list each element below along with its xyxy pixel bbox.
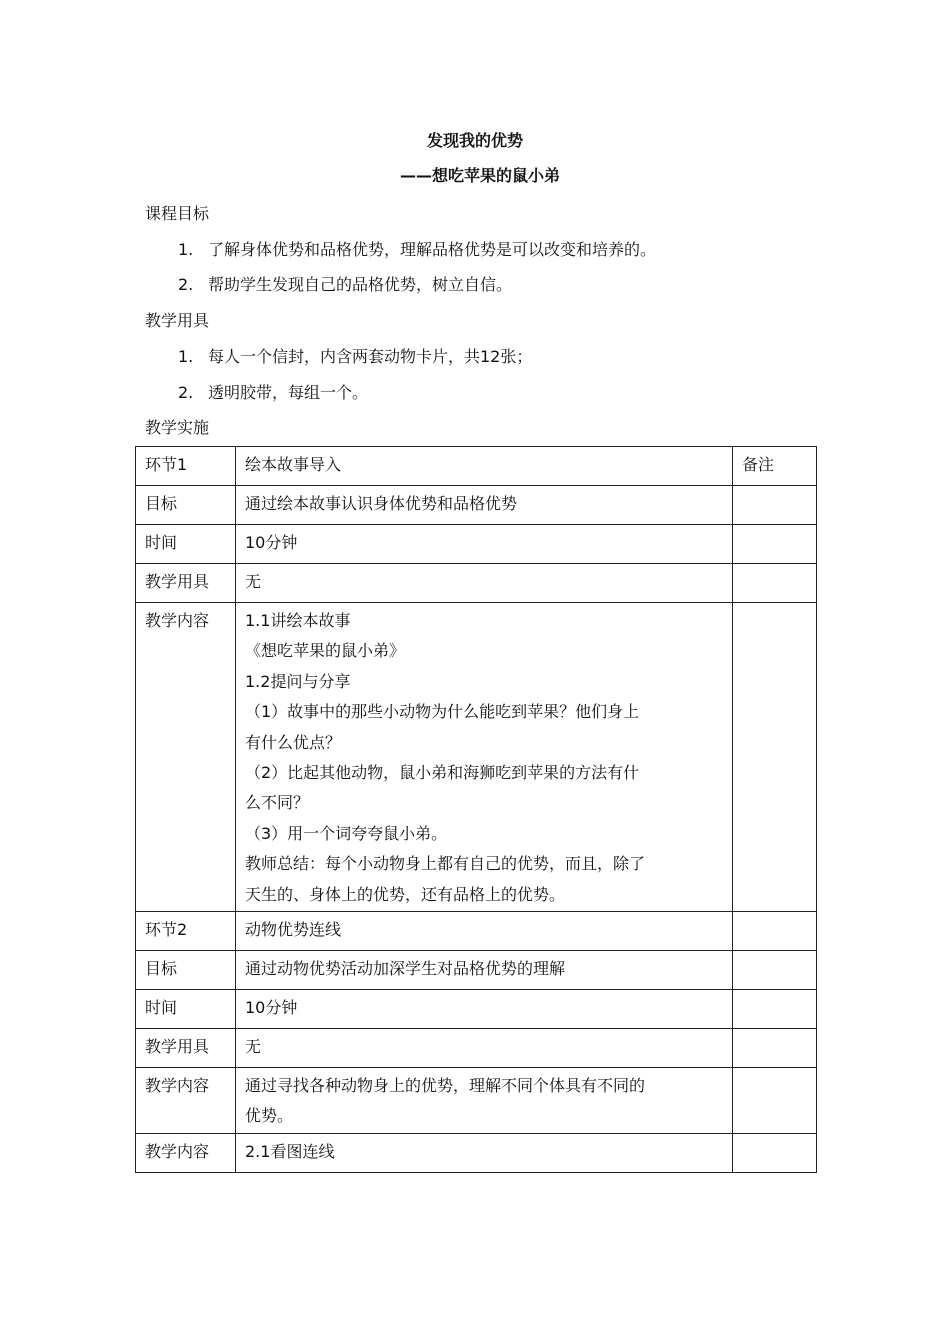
tool-item-1 bbox=[178, 344, 532, 367]
implementation-heading: 教学实施 bbox=[145, 418, 210, 437]
row-content-line: 通过寻找各种动物身上的优势，理解不同个体具有不同的 bbox=[245, 1076, 646, 1096]
goal-item-2-text: 帮助学生发现自己的品格优势，树立自信。 bbox=[208, 275, 513, 294]
goal-item-1 bbox=[178, 237, 656, 260]
row-content-line: 绘本故事导入 bbox=[245, 455, 342, 474]
row-label: 时间 bbox=[145, 998, 178, 1018]
row-note-cell bbox=[733, 1068, 817, 1134]
row-content-cell bbox=[236, 990, 733, 1029]
table-row bbox=[136, 1068, 817, 1134]
row-content-cell bbox=[236, 1068, 733, 1134]
row-note-cell bbox=[733, 447, 817, 486]
row-content-cell bbox=[236, 1133, 733, 1172]
row-content-line: （2）比起其他动物，鼠小弟和海狮吃到苹果的方法有什 bbox=[245, 763, 640, 783]
row-content-line: 1.2提问与分享 bbox=[245, 671, 351, 691]
row-label: 教学用具 bbox=[145, 572, 210, 591]
goal-item-2 bbox=[178, 272, 512, 295]
goal-item-1-text: 了解身体优势和品格优势，理解品格优势是可以改变和培养的。 bbox=[208, 240, 657, 259]
row-label: 目标 bbox=[145, 959, 178, 979]
row-content-cell bbox=[236, 564, 733, 603]
table-row bbox=[136, 603, 817, 912]
table-row bbox=[136, 1029, 817, 1068]
tool-item-2-number: 2. bbox=[178, 383, 194, 402]
row-content-cell bbox=[236, 447, 733, 486]
goals-heading: 课程目标 bbox=[145, 204, 210, 223]
tool-item-2-text: 透明胶带，每组一个。 bbox=[208, 383, 369, 402]
row-content-line: 么不同？ bbox=[245, 793, 310, 813]
row-content-cell bbox=[236, 603, 733, 912]
tools-heading: 教学用具 bbox=[145, 311, 210, 330]
row-label-cell bbox=[136, 603, 236, 912]
goal-item-2-number: 2. bbox=[178, 275, 194, 294]
goal-item-1-number: 1. bbox=[178, 240, 194, 259]
row-note-cell bbox=[733, 951, 817, 990]
row-label-cell bbox=[136, 912, 236, 951]
row-label-cell bbox=[136, 951, 236, 990]
lesson-plan-table-body bbox=[136, 447, 817, 1173]
table-row bbox=[136, 447, 817, 486]
table-row bbox=[136, 912, 817, 951]
row-content-line: 有什么优点？ bbox=[245, 732, 342, 752]
tool-item-1-number: 1. bbox=[178, 347, 194, 366]
table-row bbox=[136, 1133, 817, 1172]
row-note-cell bbox=[733, 912, 817, 951]
row-note-cell bbox=[733, 990, 817, 1029]
row-note-cell bbox=[733, 1029, 817, 1068]
tool-item-2 bbox=[178, 380, 368, 403]
row-label-cell bbox=[136, 525, 236, 564]
row-note-cell bbox=[733, 603, 817, 912]
row-content-line: 《想吃苹果的鼠小弟》 bbox=[245, 641, 406, 661]
row-content-line: 无 bbox=[245, 1037, 262, 1057]
row-note-cell bbox=[733, 486, 817, 525]
row-label: 教学内容 bbox=[145, 1141, 210, 1161]
row-content-cell bbox=[236, 912, 733, 951]
document-subtitle: ——想吃苹果的鼠小弟 bbox=[399, 166, 560, 185]
row-note: 备注 bbox=[742, 455, 775, 474]
tool-item-1-text: 每人一个信封，内含两套动物卡片，共12张； bbox=[208, 347, 533, 366]
table-row bbox=[136, 525, 817, 564]
table-row bbox=[136, 564, 817, 603]
row-note-cell bbox=[733, 525, 817, 564]
table-row bbox=[136, 486, 817, 525]
row-label-cell bbox=[136, 564, 236, 603]
row-content-line: 1.1讲绘本故事 bbox=[245, 611, 351, 630]
row-label: 教学内容 bbox=[145, 611, 210, 630]
row-label: 目标 bbox=[145, 494, 178, 513]
row-content-line: 2.1看图连线 bbox=[245, 1141, 335, 1161]
row-label: 环节1 bbox=[145, 455, 188, 474]
document-title: 发现我的优势 bbox=[426, 131, 523, 150]
row-note-cell bbox=[733, 1133, 817, 1172]
row-label: 教学内容 bbox=[145, 1076, 210, 1096]
row-label-cell bbox=[136, 1133, 236, 1172]
row-content-line: 通过动物优势活动加深学生对品格优势的理解 bbox=[245, 959, 566, 979]
row-note-cell bbox=[733, 564, 817, 603]
row-label-cell bbox=[136, 1029, 236, 1068]
row-label: 环节2 bbox=[145, 920, 188, 940]
row-content-line: （3）用一个词夸夸鼠小弟。 bbox=[245, 823, 448, 843]
row-content-cell bbox=[236, 951, 733, 990]
row-content-cell bbox=[236, 1029, 733, 1068]
row-content-line: 教师总结：每个小动物身上都有自己的优势，而且，除了 bbox=[245, 854, 646, 874]
row-label-cell bbox=[136, 990, 236, 1029]
row-content-cell bbox=[236, 525, 733, 564]
row-label: 时间 bbox=[145, 533, 178, 552]
row-content-line: 通过绘本故事认识身体优势和品格优势 bbox=[245, 494, 518, 513]
row-content-line: 无 bbox=[245, 572, 262, 591]
row-content-line: 动物优势连线 bbox=[245, 920, 342, 940]
row-content-line: 优势。 bbox=[245, 1106, 294, 1126]
row-content-line: （1）故事中的那些小动物为什么能吃到苹果？他们身上 bbox=[245, 702, 640, 722]
row-content-line: 10分钟 bbox=[245, 533, 298, 552]
row-content-line: 天生的、身体上的优势，还有品格上的优势。 bbox=[245, 884, 566, 904]
row-label: 教学用具 bbox=[145, 1037, 210, 1057]
row-content-cell bbox=[236, 486, 733, 525]
row-label-cell bbox=[136, 1068, 236, 1134]
table-row bbox=[136, 990, 817, 1029]
row-label-cell bbox=[136, 486, 236, 525]
table-row bbox=[136, 951, 817, 990]
lesson-plan-table bbox=[135, 446, 817, 1173]
row-label-cell bbox=[136, 447, 236, 486]
row-content-line: 10分钟 bbox=[245, 998, 298, 1018]
